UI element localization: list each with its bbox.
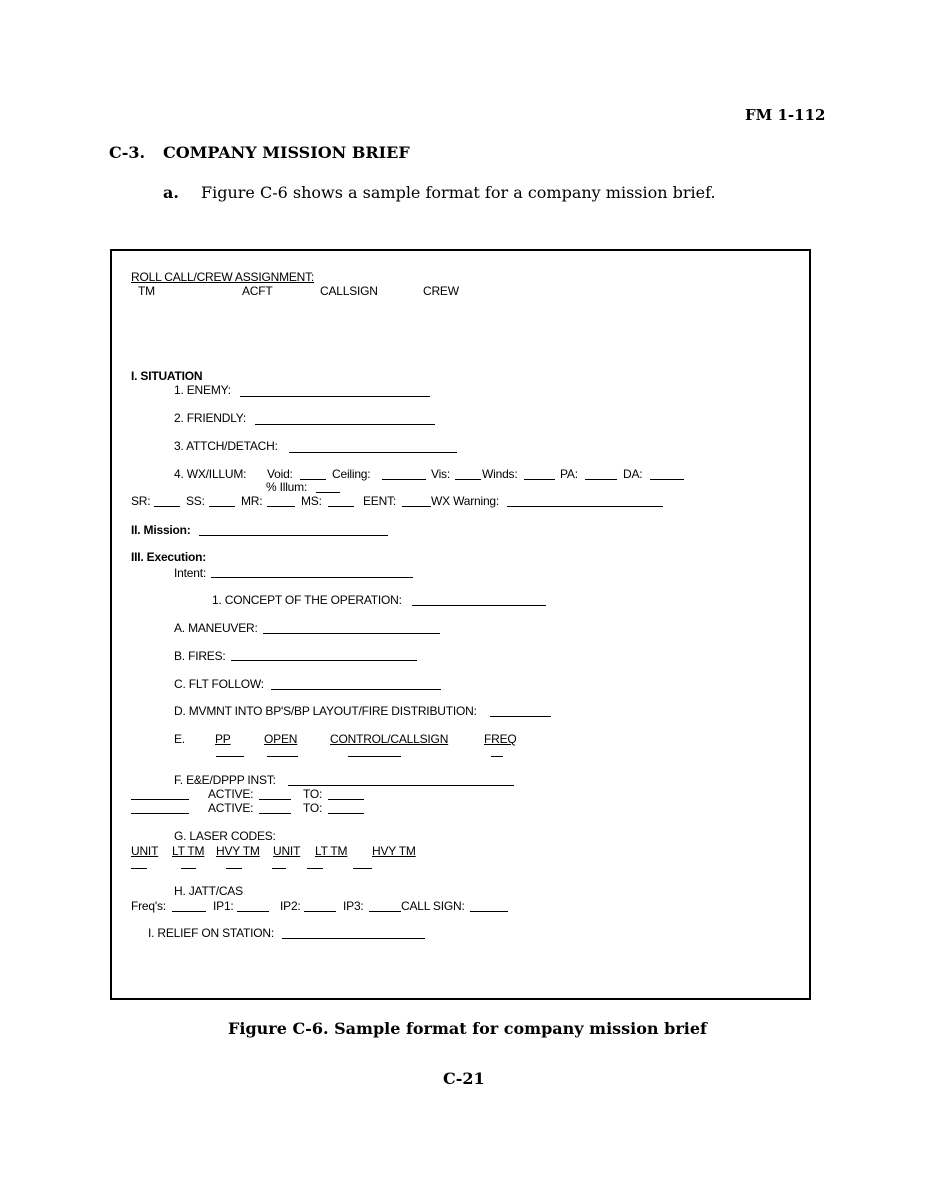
laser-col-hvy-tm-2: HVY TM bbox=[372, 844, 416, 858]
mvmnt-label: D. MVMNT INTO BP'S/BP LAYOUT/FIRE DISTRIBUTION: bbox=[174, 704, 477, 718]
laser-col-unit-1: UNIT bbox=[131, 844, 159, 858]
maneuver-label: A. MANEUVER: bbox=[174, 621, 258, 635]
laser-col-hvy-tm-1: HVY TM bbox=[216, 844, 260, 858]
laser-hvy-tm-1-blank[interactable] bbox=[226, 868, 242, 869]
mr-blank[interactable] bbox=[267, 506, 295, 507]
ee-dppp-blank[interactable] bbox=[288, 785, 514, 786]
active2-label: ACTIVE: bbox=[208, 801, 254, 815]
mission-heading: II. Mission: bbox=[131, 523, 191, 537]
section-title: COMPANY MISSION BRIEF bbox=[163, 143, 410, 162]
to2-label: TO: bbox=[303, 801, 323, 815]
active1-blank[interactable] bbox=[259, 799, 291, 800]
mission-blank[interactable] bbox=[199, 535, 388, 536]
paragraph-text: Figure C-6 shows a sample format for a company mission brief. bbox=[201, 183, 716, 202]
mr-label: MR: bbox=[241, 494, 263, 508]
laser-hvy-tm-2-blank[interactable] bbox=[353, 868, 372, 869]
freqs-blank[interactable] bbox=[172, 911, 206, 912]
to2-blank[interactable] bbox=[328, 813, 364, 814]
illum-blank[interactable] bbox=[316, 492, 340, 493]
call-sign-label: CALL SIGN: bbox=[401, 899, 465, 913]
ss-blank[interactable] bbox=[209, 506, 235, 507]
wx-warning-label: WX Warning: bbox=[431, 494, 500, 508]
laser-col-lt-tm-1: LT TM bbox=[172, 844, 205, 858]
laser-unit-2-blank[interactable] bbox=[272, 868, 286, 869]
da-blank[interactable] bbox=[650, 479, 684, 480]
laser-lt-tm-1-blank[interactable] bbox=[181, 868, 196, 869]
section-number: C-3. bbox=[109, 143, 146, 162]
illum-label: % Illum: bbox=[266, 480, 308, 494]
mission-brief-form bbox=[110, 249, 811, 1000]
enemy-label: 1. ENEMY: bbox=[174, 383, 231, 397]
col-tm: TM bbox=[138, 284, 155, 298]
concept-label: 1. CONCEPT OF THE OPERATION: bbox=[212, 593, 402, 607]
ip1-blank[interactable] bbox=[237, 911, 269, 912]
e-col-freq: FREQ bbox=[484, 732, 517, 746]
eent-label: EENT: bbox=[363, 494, 397, 508]
call-sign-blank[interactable] bbox=[470, 911, 508, 912]
laser-codes-label: G. LASER CODES: bbox=[174, 829, 276, 843]
ceiling-blank[interactable] bbox=[382, 479, 426, 480]
e-col-pp: PP bbox=[215, 732, 231, 746]
laser-lt-tm-2-blank[interactable] bbox=[307, 868, 323, 869]
friendly-label: 2. FRIENDLY: bbox=[174, 411, 247, 425]
laser-col-unit-2: UNIT bbox=[273, 844, 301, 858]
ms-blank[interactable] bbox=[328, 506, 354, 507]
ceiling-label: Ceiling: bbox=[332, 467, 371, 481]
intent-label: Intent: bbox=[174, 566, 206, 580]
active2-blank[interactable] bbox=[259, 813, 291, 814]
fires-label: B. FIRES: bbox=[174, 649, 226, 663]
pa-label: PA: bbox=[560, 467, 578, 481]
concept-blank[interactable] bbox=[412, 605, 546, 606]
roll-call-heading: ROLL CALL/CREW ASSIGNMENT: bbox=[131, 270, 315, 284]
winds-blank[interactable] bbox=[524, 479, 555, 480]
e-pp-blank[interactable] bbox=[216, 756, 244, 757]
to1-blank[interactable] bbox=[328, 799, 364, 800]
attch-blank[interactable] bbox=[289, 452, 457, 453]
ee-dppp-label: F. E&E/DPPP INST: bbox=[174, 773, 276, 787]
e-freq-blank[interactable] bbox=[491, 756, 503, 757]
void-label: Void: bbox=[267, 467, 293, 481]
flt-follow-label: C. FLT FOLLOW: bbox=[174, 677, 264, 691]
ip1-label: IP1: bbox=[213, 899, 234, 913]
jatt-label: H. JATT/CAS bbox=[174, 884, 243, 898]
sr-blank[interactable] bbox=[154, 506, 180, 507]
laser-unit-1-blank[interactable] bbox=[131, 868, 147, 869]
relief-blank[interactable] bbox=[282, 938, 425, 939]
ee-row2-blank[interactable] bbox=[131, 813, 189, 814]
to1-label: TO: bbox=[303, 787, 323, 801]
intent-blank[interactable] bbox=[211, 577, 413, 578]
active1-label: ACTIVE: bbox=[208, 787, 254, 801]
sr-label: SR: bbox=[131, 494, 151, 508]
ip2-label: IP2: bbox=[280, 899, 301, 913]
page-header: FM 1-112 bbox=[745, 106, 826, 124]
pa-blank[interactable] bbox=[585, 479, 617, 480]
e-control-blank[interactable] bbox=[348, 756, 401, 757]
wx-illum-label: 4. WX/ILLUM: bbox=[174, 467, 247, 481]
ip2-blank[interactable] bbox=[304, 911, 336, 912]
ip3-blank[interactable] bbox=[369, 911, 401, 912]
page-number: C-21 bbox=[443, 1069, 485, 1088]
laser-col-lt-tm-2: LT TM bbox=[315, 844, 348, 858]
ee-row1-blank[interactable] bbox=[131, 799, 189, 800]
e-col-open: OPEN bbox=[264, 732, 298, 746]
enemy-blank[interactable] bbox=[240, 396, 430, 397]
wx-warning-blank[interactable] bbox=[507, 506, 663, 507]
ss-label: SS: bbox=[186, 494, 205, 508]
col-acft: ACFT bbox=[242, 284, 273, 298]
col-callsign: CALLSIGN bbox=[320, 284, 378, 298]
mvmnt-blank[interactable] bbox=[490, 716, 551, 717]
col-crew: CREW bbox=[423, 284, 459, 298]
vis-blank[interactable] bbox=[455, 479, 481, 480]
relief-label: I. RELIEF ON STATION: bbox=[148, 926, 275, 940]
winds-label: Winds: bbox=[482, 467, 518, 481]
paragraph-letter: a. bbox=[163, 183, 179, 202]
ip3-label: IP3: bbox=[343, 899, 364, 913]
figure-caption: Figure C-6. Sample format for company mission brief bbox=[228, 1019, 707, 1038]
execution-heading: III. Execution: bbox=[131, 550, 207, 564]
ms-label: MS: bbox=[301, 494, 322, 508]
e-col-control-callsign: CONTROL/CALLSIGN bbox=[330, 732, 449, 746]
friendly-blank[interactable] bbox=[255, 424, 435, 425]
fires-blank[interactable] bbox=[231, 660, 417, 661]
situation-heading: I. SITUATION bbox=[131, 369, 203, 383]
vis-label: Vis: bbox=[431, 467, 450, 481]
flt-follow-blank[interactable] bbox=[271, 689, 441, 690]
e-label: E. bbox=[174, 732, 185, 746]
freqs-label: Freq's: bbox=[131, 899, 166, 913]
da-label: DA: bbox=[623, 467, 643, 481]
e-open-blank[interactable] bbox=[267, 756, 298, 757]
maneuver-blank[interactable] bbox=[263, 633, 440, 634]
eent-blank[interactable] bbox=[402, 506, 431, 507]
attch-label: 3. ATTCH/DETACH: bbox=[174, 439, 278, 453]
